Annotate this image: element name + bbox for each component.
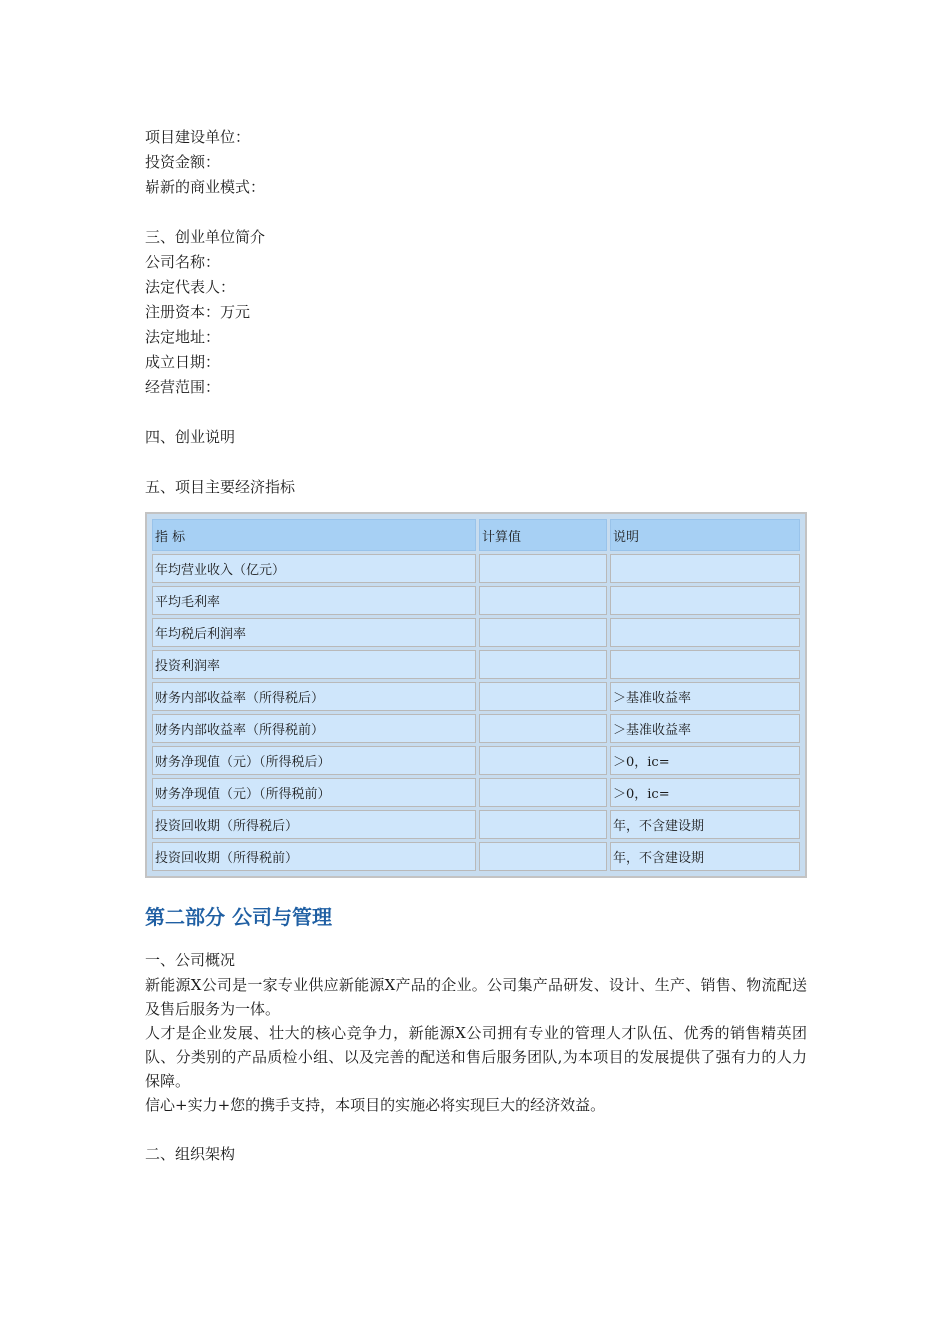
investment-amount-label: 投资金额：: [145, 153, 221, 171]
table-row: [152, 810, 800, 839]
header-description: 说明: [610, 519, 800, 551]
founded-date-label: 成立日期：: [145, 353, 221, 371]
note-cell: [610, 586, 800, 615]
company-overview-heading: 一、公司概况: [145, 951, 236, 969]
note-cell: ＞0，ic=: [610, 778, 800, 807]
note-cell: [610, 618, 800, 647]
table-row: [152, 586, 800, 615]
org-structure-heading: 二、组织架构: [145, 1145, 236, 1163]
value-cell: [479, 714, 607, 743]
indicator-cell: 财务净现值（元）（所得税后）: [152, 746, 476, 775]
project-unit-label: 项目建设单位：: [145, 128, 251, 146]
note-cell: [610, 650, 800, 679]
note-cell: ＞基准收益率: [610, 714, 800, 743]
value-cell: [479, 682, 607, 711]
table-row: [152, 650, 800, 679]
section-5-heading: 五、项目主要经济指标: [145, 478, 296, 496]
note-cell: 年，不含建设期: [610, 842, 800, 871]
note-cell: ＞0，ic=: [610, 746, 800, 775]
note-cell: 年，不含建设期: [610, 810, 800, 839]
table-header-row: [152, 519, 800, 551]
value-cell: [479, 746, 607, 775]
table-row: [152, 554, 800, 583]
table-row: [152, 618, 800, 647]
indicator-cell: 财务内部收益率（所得税后）: [152, 682, 476, 711]
part-2-title: 第二部分 公司与管理: [145, 905, 332, 929]
indicator-cell: 财务净现值（元）（所得税前）: [152, 778, 476, 807]
value-cell: [479, 650, 607, 679]
indicator-cell: 投资回收期（所得税前）: [152, 842, 476, 871]
legal-address-label: 法定地址：: [145, 328, 221, 346]
indicator-cell: 年均税后利润率: [152, 618, 476, 647]
business-scope-label: 经营范围：: [145, 378, 221, 396]
value-cell: [479, 618, 607, 647]
value-cell: [479, 554, 607, 583]
indicator-cell: 投资利润率: [152, 650, 476, 679]
business-model-label: 崭新的商业模式：: [145, 178, 266, 196]
legal-representative-label: 法定代表人：: [145, 278, 236, 296]
indicator-cell: 投资回收期（所得税后）: [152, 810, 476, 839]
table-row: [152, 746, 800, 775]
value-cell: [479, 778, 607, 807]
economic-indicators-table: [145, 512, 807, 878]
table-row: [152, 778, 800, 807]
indicator-cell: 财务内部收益率（所得税前）: [152, 714, 476, 743]
overview-paragraph-2: 人才是企业发展、壮大的核心竞争力，新能源X公司拥有专业的管理人才队伍、优秀的销售精英团队、分类别的产品质检小组、以及完善的配送和售后服务团队,为本项目的发展提供了强有力的人力保障。: [145, 1024, 807, 1090]
value-cell: [479, 842, 607, 871]
value-cell: [479, 810, 607, 839]
note-cell: [610, 554, 800, 583]
overview-paragraph-1: 新能源X公司是一家专业供应新能源X产品的企业。公司集产品研发、设计、生产、销售、物流配送及售后服务为一体。: [145, 976, 807, 1018]
registered-capital-label: 注册资本：万元: [145, 303, 251, 321]
value-cell: [479, 586, 607, 615]
document-page: [145, 125, 807, 1167]
overview-paragraph-3: 信心+实力+您的携手支持，本项目的实施必将实现巨大的经济效益。: [145, 1096, 606, 1114]
indicator-cell: 平均毛利率: [152, 586, 476, 615]
section-3-heading: 三、创业单位简介: [145, 228, 266, 246]
indicator-cell: 年均营业收入（亿元）: [152, 554, 476, 583]
table-row: [152, 842, 800, 871]
company-name-label: 公司名称：: [145, 253, 221, 271]
section-4-heading: 四、创业说明: [145, 428, 236, 446]
header-calculated-value: 计算值: [479, 519, 607, 551]
table-row: [152, 714, 800, 743]
table-row: [152, 682, 800, 711]
header-indicator: 指 标: [152, 519, 476, 551]
note-cell: ＞基准收益率: [610, 682, 800, 711]
